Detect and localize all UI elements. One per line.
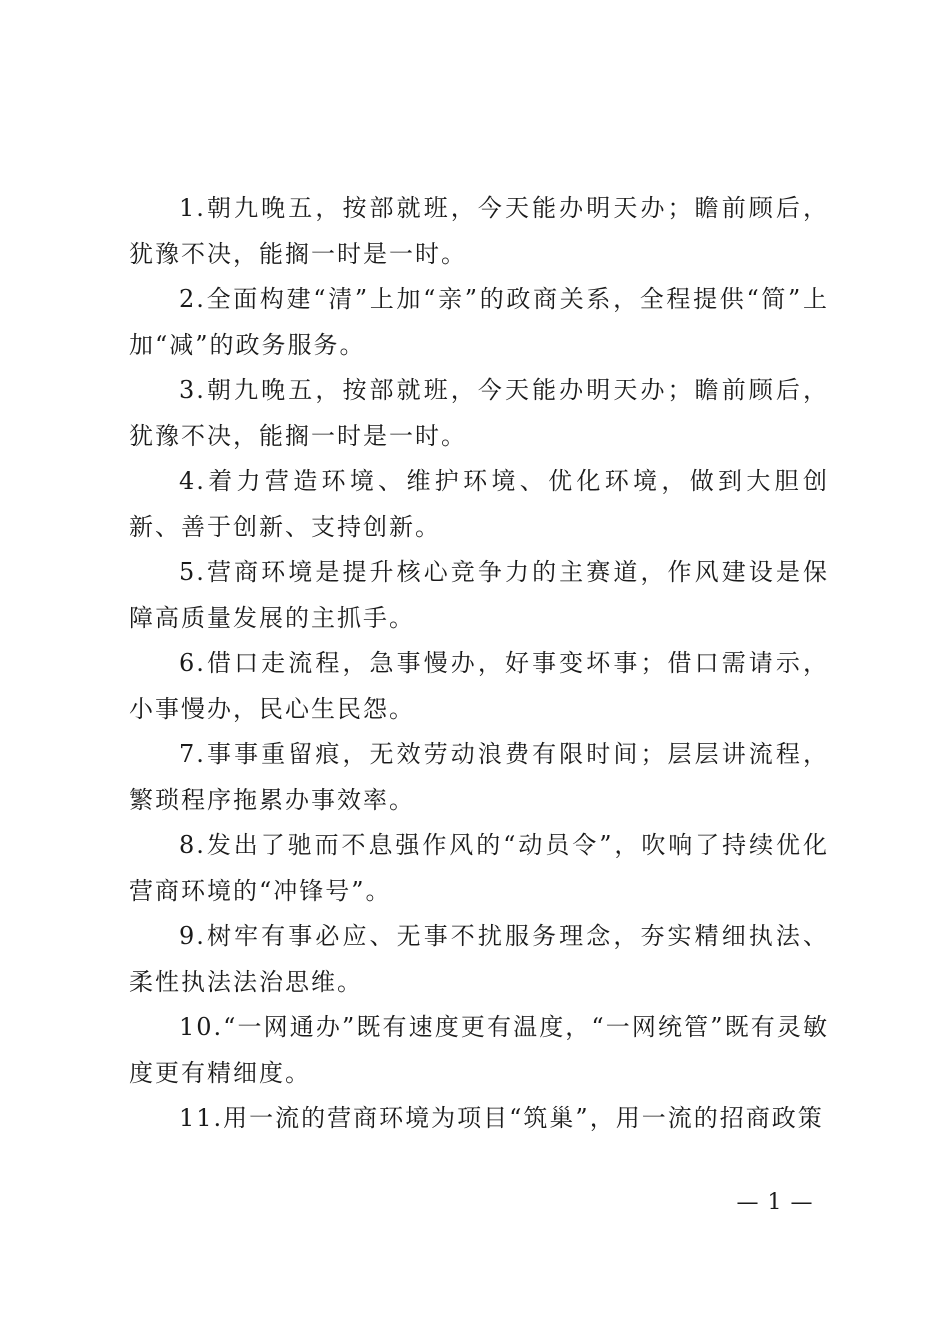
paragraph-10: 10.“一网通办”既有速度更有温度，“一网统管”既有灵敏度更有精细度。 bbox=[129, 1013, 829, 1087]
page-number: — 1 — bbox=[736, 1190, 814, 1215]
paragraph-4: 4.着力营造环境、维护环境、优化环境，做到大胆创新、善于创新、支持创新。 bbox=[129, 467, 829, 541]
document-body bbox=[129, 186, 829, 1142]
paragraph-6: 6.借口走流程，急事慢办，好事变坏事；借口需请示，小事慢办，民心生民怨。 bbox=[129, 649, 829, 723]
paragraph-7: 7.事事重留痕，无效劳动浪费有限时间；层层讲流程，繁琐程序拖累办事效率。 bbox=[129, 740, 829, 814]
paragraph-8: 8.发出了驰而不息强作风的“动员令”，吹响了持续优化营商环境的“冲锋号”。 bbox=[129, 831, 829, 905]
paragraph-1: 1.朝九晚五，按部就班，今天能办明天办；瞻前顾后，犹豫不决，能搁一时是一时。 bbox=[129, 194, 829, 268]
paragraph-5: 5.营商环境是提升核心竞争力的主赛道，作风建设是保障高质量发展的主抓手。 bbox=[129, 558, 829, 632]
paragraph-3: 3.朝九晚五，按部就班，今天能办明天办；瞻前顾后，犹豫不决，能搁一时是一时。 bbox=[129, 376, 829, 450]
paragraph-11: 11.用一流的营商环境为项目“筑巢”，用一流的招商政策 bbox=[179, 1104, 824, 1132]
paragraph-9: 9.树牢有事必应、无事不扰服务理念，夯实精细执法、柔性执法法治思维。 bbox=[129, 922, 829, 996]
paragraph-2: 2.全面构建“清”上加“亲”的政商关系，全程提供“简”上加“减”的政务服务。 bbox=[129, 285, 829, 359]
